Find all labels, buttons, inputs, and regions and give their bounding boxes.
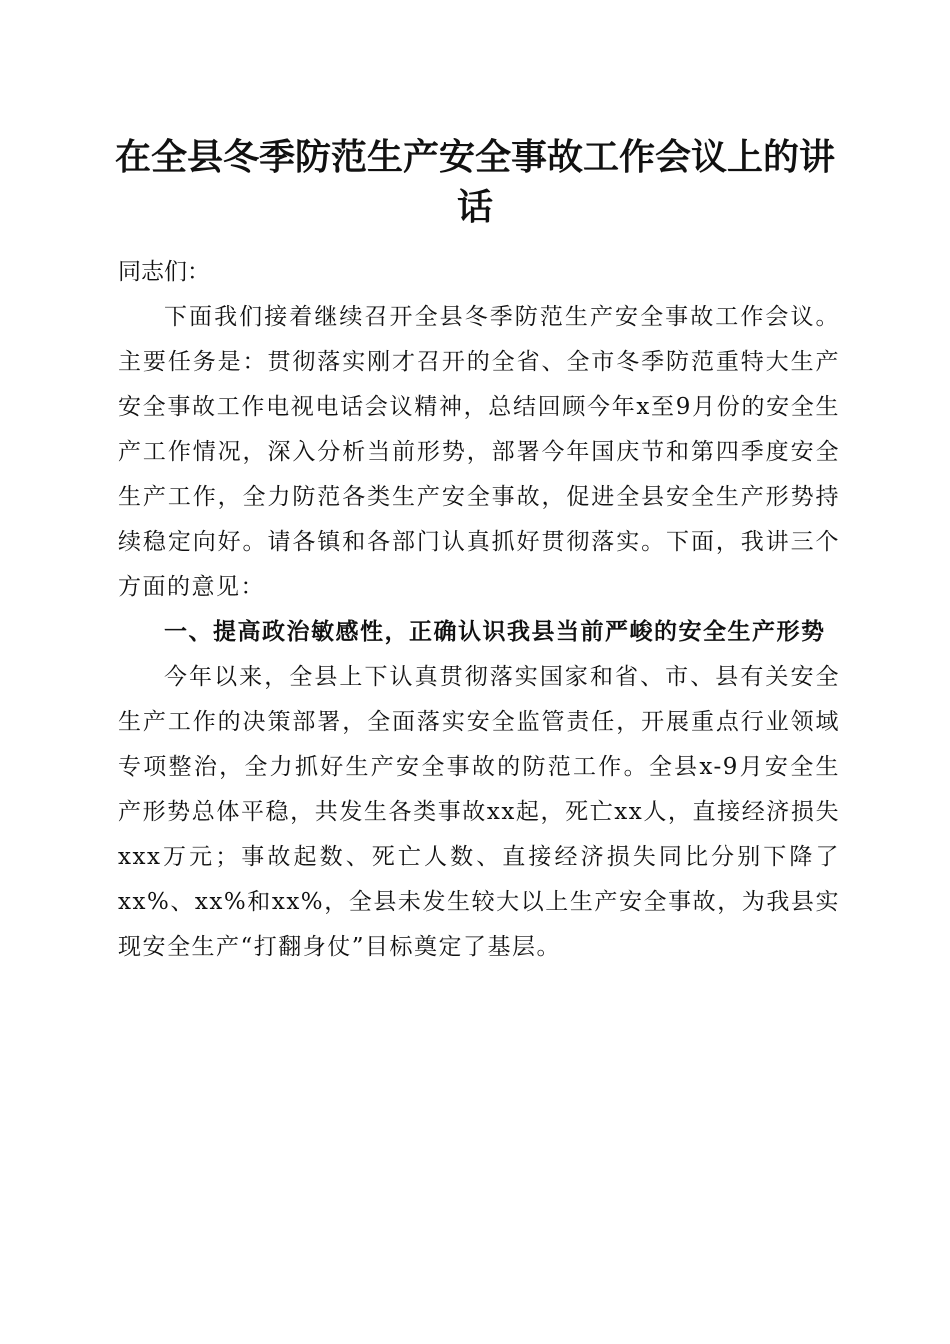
section-paragraph: 今年以来，全县上下认真贯彻落实国家和省、市、县有关安全生产工作的决策部署，全面落实安全监管责任，开展重点行业领域专项整治，全力抓好生产安全事故的防范工作。全县x-9月安全生产形势总体平稳，共发生各类事故xx起，死亡xx人，直接经济损失xxx万元；事故起数、死亡人数、直接经济损失同比分别下降了xx%、xx%和xx%，全县未发生较大以上生产安全事故，为我县实现安全生产“打翻身仗”目标奠定了基层。 [118, 664, 840, 960]
document-body [118, 250, 840, 970]
salutation: 同志们： [118, 259, 210, 285]
document-title: 在全县冬季防范生产安全事故工作会议上的讲话 [114, 136, 835, 228]
intro-paragraph: 下面我们接着继续召开全县冬季防范生产安全事故工作会议。主要任务是：贯彻落实刚才召开的全省、全市冬季防范重特大生产安全事故工作电视电话会议精神，总结回顾今年x至9月份的安全生产工作情况，深入分析当前形势，部署今年国庆节和第四季度安全生产工作，全力防范各类生产安全事故，促进全县安全生产形势持续稳定向好。请各镇和各部门认真抓好贯彻落实。下面，我讲三个方面的意见： [118, 304, 840, 600]
section-heading: 一、提高政治敏感性，正确认识我县当前严峻的安全生产形势 [164, 619, 826, 645]
